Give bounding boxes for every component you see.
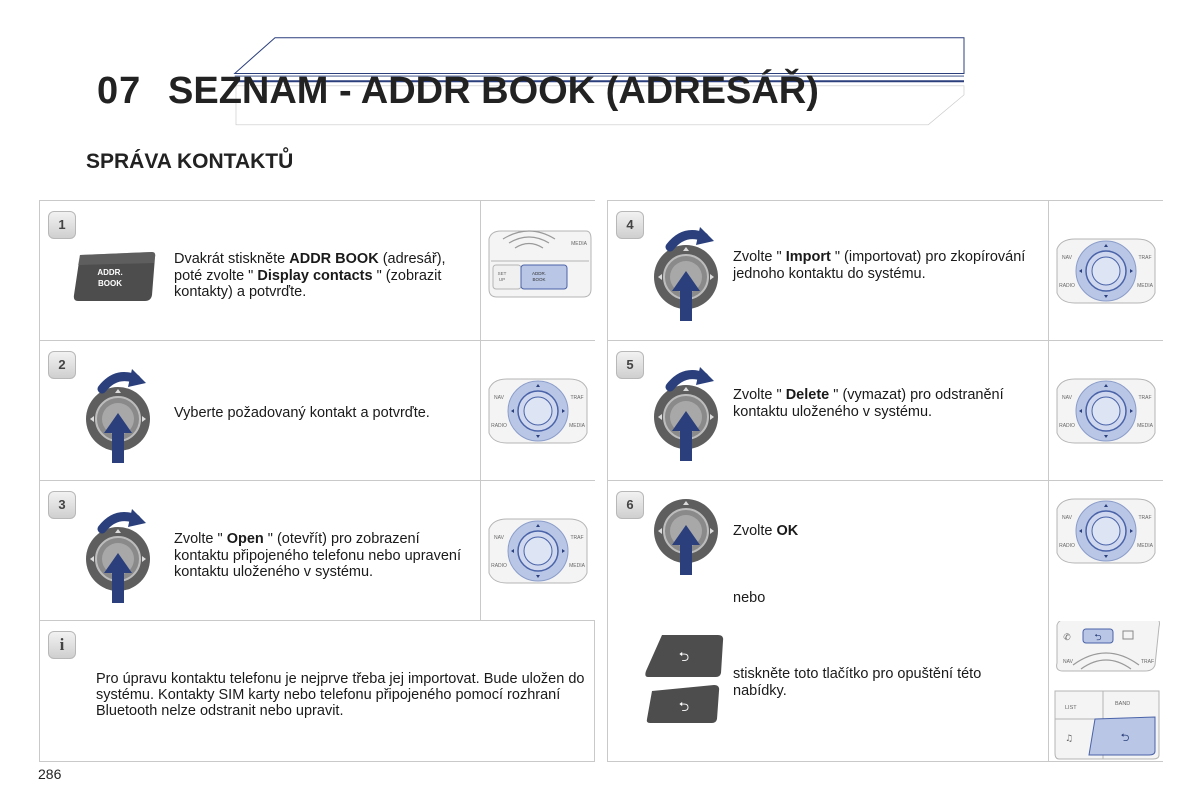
step-2-dial-thumbnail [480, 341, 595, 481]
svg-text:TRAF: TRAF [1138, 395, 1152, 401]
svg-text:SET: SET [497, 271, 507, 276]
rotary-knob-turn-press-icon [648, 361, 728, 465]
svg-text:✆: ✆ [1063, 633, 1071, 643]
step-4-panel [607, 200, 1163, 342]
step-3-instruction: Zvolte " Open " (otevřít) pro zobrazení kontaktu připojeného telefonu nebo upravení kontaktu uloženého v systému. [174, 531, 461, 580]
svg-text:TRAF: TRAF [1141, 659, 1155, 665]
svg-text:MEDIA: MEDIA [571, 241, 587, 247]
svg-text:NAV: NAV [1062, 515, 1072, 521]
dial-illustration [481, 481, 595, 621]
svg-text:NAV: NAV [494, 535, 504, 541]
svg-text:RADIO: RADIO [1059, 543, 1075, 549]
svg-text:⮌: ⮌ [678, 700, 690, 715]
chapter-number: 07 [97, 70, 142, 112]
or-text: nebo [733, 590, 766, 606]
step-1-panel [39, 200, 595, 342]
info-icon: i [48, 631, 76, 659]
step-5-panel [607, 340, 1163, 482]
step-6-panel [607, 480, 1163, 762]
page-number: 286 [38, 766, 62, 782]
svg-text:NAV: NAV [494, 395, 504, 401]
dial-illustration [481, 341, 595, 481]
step-1-console-thumbnail [480, 201, 595, 341]
step-4-dial-thumbnail [1048, 201, 1163, 341]
rotary-knob-turn-press-icon [648, 221, 728, 325]
svg-text:TRAF: TRAF [570, 395, 584, 401]
step-6-instruction: Zvolte OK [733, 523, 799, 539]
svg-text:TRAF: TRAF [570, 535, 584, 541]
svg-text:NAV: NAV [1062, 255, 1072, 261]
step-6-dial-thumbnail [1048, 481, 1163, 621]
svg-text:RADIO: RADIO [491, 423, 507, 429]
svg-text:NAV: NAV [1063, 659, 1073, 665]
step-5-instruction: Zvolte " Delete " (vymazat) pro odstranění kontaktu uloženého v systému. [733, 387, 1004, 420]
svg-text:MEDIA: MEDIA [1137, 423, 1153, 429]
addr-book-button-icon [70, 249, 160, 305]
back-button-console-illustration [1049, 621, 1163, 761]
step-number-badge: 2 [48, 351, 76, 379]
step-5-dial-thumbnail [1048, 341, 1163, 481]
svg-text:BAND: BAND [1115, 701, 1131, 707]
page-title: SEZNAM - ADDR BOOK (ADRESÁŘ) [168, 70, 819, 112]
info-text: Pro úpravu kontaktu telefonu je nejprve třeba jej importovat. Bude uložen do systému. Kontakty SIM karty nebo telefonu připojeného pomocí rozhraní Bluetooth nelze odstranit nebo upravit. [96, 671, 585, 719]
svg-text:MEDIA: MEDIA [1137, 543, 1153, 549]
dial-illustration [1049, 481, 1163, 621]
dial-illustration [1049, 341, 1163, 481]
svg-text:TRAF: TRAF [1138, 515, 1152, 521]
svg-text:⮌: ⮌ [678, 650, 690, 665]
svg-text:UP: UP [498, 277, 506, 282]
step-number-badge: 5 [616, 351, 644, 379]
svg-text:NAV: NAV [1062, 395, 1072, 401]
section-title: SPRÁVA KONTAKTŮ [86, 150, 294, 173]
step-1-instruction: Dvakrát stiskněte ADDR BOOK (adresář), poté zvolte " Display contacts " (zobrazit kontakty) a potvrďte. [174, 251, 446, 300]
step-3-panel [39, 480, 595, 622]
svg-text:RADIO: RADIO [1059, 283, 1075, 289]
svg-text:TRAF: TRAF [1138, 255, 1152, 261]
step-2-instruction: Vyberte požadovaný kontakt a potvrďte. [174, 405, 430, 421]
step-number-badge: 6 [616, 491, 644, 519]
back-button-icon [644, 631, 726, 727]
svg-text:RADIO: RADIO [1059, 423, 1075, 429]
step-number-badge: 3 [48, 491, 76, 519]
dial-illustration [1049, 201, 1163, 341]
svg-text:MEDIA: MEDIA [569, 423, 585, 429]
svg-text:⮌: ⮌ [1120, 731, 1130, 744]
svg-text:⮌: ⮌ [1094, 633, 1102, 643]
info-panel [39, 620, 595, 762]
rotary-knob-turn-press-icon [80, 363, 160, 467]
rotary-knob-press-icon [648, 489, 728, 579]
step-3-dial-thumbnail [480, 481, 595, 621]
svg-text:BOOK: BOOK [532, 277, 546, 282]
step-number-badge: 4 [616, 211, 644, 239]
svg-text:ADDR.: ADDR. [531, 271, 547, 276]
step-4-instruction: Zvolte " Import " (importovat) pro zkopírování jednoho kontaktu do systému. [733, 249, 1026, 282]
svg-text:♫: ♫ [1065, 734, 1074, 744]
svg-text:RADIO: RADIO [491, 563, 507, 569]
step-2-panel [39, 340, 595, 482]
step-6-back-button-thumbnail [1048, 621, 1163, 761]
svg-text:MEDIA: MEDIA [1137, 283, 1153, 289]
svg-text:MEDIA: MEDIA [569, 563, 585, 569]
console-buttons-illustration [481, 201, 595, 341]
step-number-badge: 1 [48, 211, 76, 239]
rotary-knob-turn-press-icon [80, 503, 160, 607]
back-instruction: stiskněte toto tlačítko pro opuštění této nabídky. [733, 666, 982, 699]
svg-text:LIST: LIST [1065, 705, 1077, 711]
addr-button-label-1: ADDR. [97, 268, 123, 277]
addr-button-label-2: BOOK [98, 279, 122, 288]
